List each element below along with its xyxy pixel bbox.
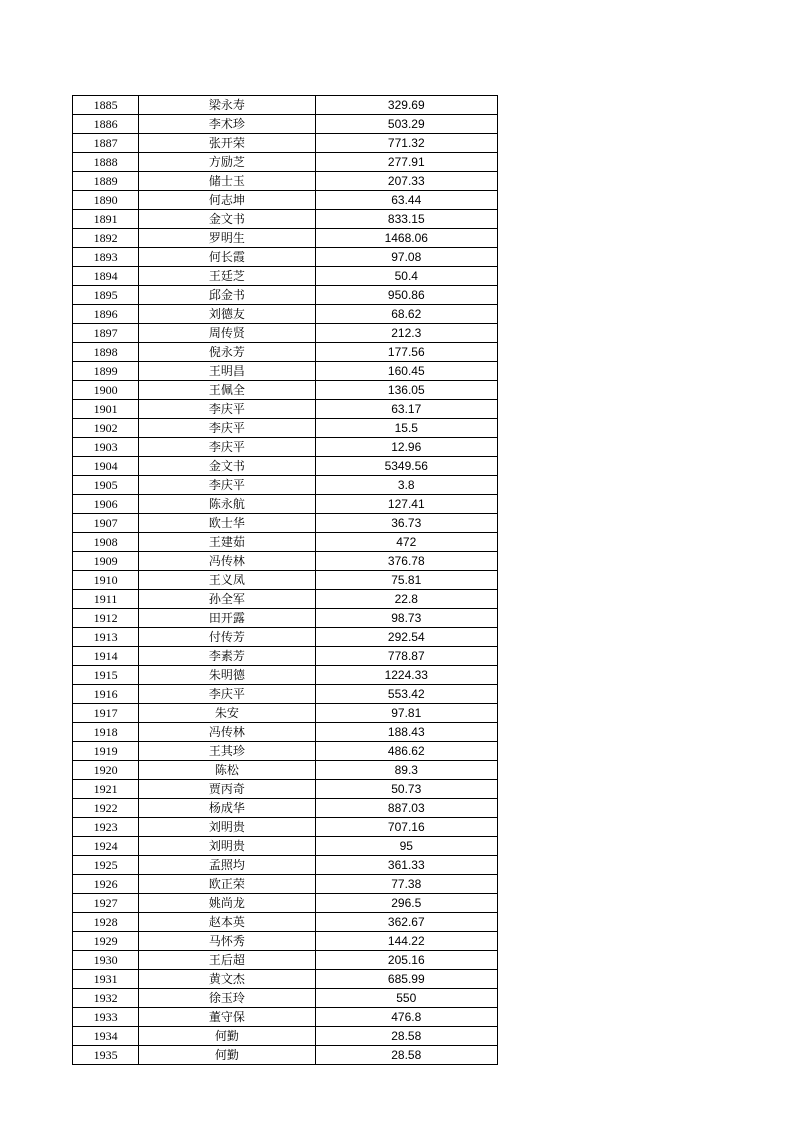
table-row xyxy=(73,837,498,856)
name-cell: 王廷芝 xyxy=(139,267,315,286)
table-row xyxy=(73,229,498,248)
row-number-cell: 1920 xyxy=(73,761,139,780)
table-row xyxy=(73,153,498,172)
row-number-cell: 1903 xyxy=(73,438,139,457)
table-row xyxy=(73,951,498,970)
amount-cell: 160.45 xyxy=(315,362,497,381)
name-cell: 陈永航 xyxy=(139,495,315,514)
name-cell: 杨成华 xyxy=(139,799,315,818)
name-cell: 倪永芳 xyxy=(139,343,315,362)
amount-cell: 476.8 xyxy=(315,1008,497,1027)
table-row xyxy=(73,533,498,552)
name-cell: 刘德友 xyxy=(139,305,315,324)
name-cell: 王佩全 xyxy=(139,381,315,400)
name-cell: 赵本英 xyxy=(139,913,315,932)
name-cell: 储士玉 xyxy=(139,172,315,191)
amount-cell: 95 xyxy=(315,837,497,856)
name-cell: 王建茹 xyxy=(139,533,315,552)
table-row xyxy=(73,647,498,666)
table-row xyxy=(73,248,498,267)
table-row xyxy=(73,115,498,134)
amount-cell: 5349.56 xyxy=(315,457,497,476)
row-number-cell: 1890 xyxy=(73,191,139,210)
row-number-cell: 1893 xyxy=(73,248,139,267)
name-cell: 马怀秀 xyxy=(139,932,315,951)
amount-cell: 292.54 xyxy=(315,628,497,647)
row-number-cell: 1930 xyxy=(73,951,139,970)
name-cell: 李庆平 xyxy=(139,438,315,457)
amount-cell: 15.5 xyxy=(315,419,497,438)
name-cell: 王明昌 xyxy=(139,362,315,381)
row-number-cell: 1921 xyxy=(73,780,139,799)
row-number-cell: 1910 xyxy=(73,571,139,590)
amount-cell: 1468.06 xyxy=(315,229,497,248)
row-number-cell: 1934 xyxy=(73,1027,139,1046)
amount-cell: 97.08 xyxy=(315,248,497,267)
row-number-cell: 1901 xyxy=(73,400,139,419)
row-number-cell: 1898 xyxy=(73,343,139,362)
name-cell: 何勤 xyxy=(139,1027,315,1046)
table-row xyxy=(73,875,498,894)
name-cell: 金文书 xyxy=(139,457,315,476)
name-cell: 欧士华 xyxy=(139,514,315,533)
amount-cell: 98.73 xyxy=(315,609,497,628)
amount-cell: 296.5 xyxy=(315,894,497,913)
row-number-cell: 1899 xyxy=(73,362,139,381)
name-cell: 邱金书 xyxy=(139,286,315,305)
amount-cell: 127.41 xyxy=(315,495,497,514)
row-number-cell: 1904 xyxy=(73,457,139,476)
table-row xyxy=(73,590,498,609)
table-row xyxy=(73,362,498,381)
table-body xyxy=(73,96,498,1065)
amount-cell: 97.81 xyxy=(315,704,497,723)
row-number-cell: 1897 xyxy=(73,324,139,343)
table-row xyxy=(73,286,498,305)
amount-cell: 329.69 xyxy=(315,96,497,115)
name-cell: 董守保 xyxy=(139,1008,315,1027)
amount-cell: 833.15 xyxy=(315,210,497,229)
amount-cell: 28.58 xyxy=(315,1046,497,1065)
table-row xyxy=(73,685,498,704)
amount-cell: 950.86 xyxy=(315,286,497,305)
name-cell: 孙全军 xyxy=(139,590,315,609)
table-row xyxy=(73,1046,498,1065)
amount-cell: 36.73 xyxy=(315,514,497,533)
row-number-cell: 1906 xyxy=(73,495,139,514)
amount-cell: 376.78 xyxy=(315,552,497,571)
amount-cell: 28.58 xyxy=(315,1027,497,1046)
table-row xyxy=(73,96,498,115)
row-number-cell: 1915 xyxy=(73,666,139,685)
row-number-cell: 1896 xyxy=(73,305,139,324)
table-row xyxy=(73,419,498,438)
amount-cell: 553.42 xyxy=(315,685,497,704)
row-number-cell: 1928 xyxy=(73,913,139,932)
amount-cell: 136.05 xyxy=(315,381,497,400)
table-row xyxy=(73,818,498,837)
amount-cell: 177.56 xyxy=(315,343,497,362)
row-number-cell: 1918 xyxy=(73,723,139,742)
table-row xyxy=(73,894,498,913)
row-number-cell: 1924 xyxy=(73,837,139,856)
amount-cell: 503.29 xyxy=(315,115,497,134)
name-cell: 方励芝 xyxy=(139,153,315,172)
table-row xyxy=(73,438,498,457)
name-cell: 王其珍 xyxy=(139,742,315,761)
name-cell: 何长霞 xyxy=(139,248,315,267)
amount-cell: 472 xyxy=(315,533,497,552)
table-row xyxy=(73,381,498,400)
name-cell: 欧正荣 xyxy=(139,875,315,894)
table-row xyxy=(73,609,498,628)
row-number-cell: 1885 xyxy=(73,96,139,115)
amount-cell: 1224.33 xyxy=(315,666,497,685)
amount-cell: 75.81 xyxy=(315,571,497,590)
row-number-cell: 1907 xyxy=(73,514,139,533)
table-row xyxy=(73,457,498,476)
amount-cell: 486.62 xyxy=(315,742,497,761)
table-row xyxy=(73,780,498,799)
row-number-cell: 1935 xyxy=(73,1046,139,1065)
row-number-cell: 1913 xyxy=(73,628,139,647)
table-row xyxy=(73,571,498,590)
amount-cell: 205.16 xyxy=(315,951,497,970)
row-number-cell: 1929 xyxy=(73,932,139,951)
row-number-cell: 1923 xyxy=(73,818,139,837)
row-number-cell: 1908 xyxy=(73,533,139,552)
table-row xyxy=(73,210,498,229)
table-row xyxy=(73,761,498,780)
name-cell: 朱安 xyxy=(139,704,315,723)
name-cell: 金文书 xyxy=(139,210,315,229)
name-cell: 李庆平 xyxy=(139,400,315,419)
row-number-cell: 1888 xyxy=(73,153,139,172)
name-cell: 贾丙奇 xyxy=(139,780,315,799)
amount-cell: 361.33 xyxy=(315,856,497,875)
name-cell: 刘明贵 xyxy=(139,837,315,856)
amount-cell: 50.73 xyxy=(315,780,497,799)
name-cell: 冯传林 xyxy=(139,552,315,571)
row-number-cell: 1905 xyxy=(73,476,139,495)
amount-cell: 50.4 xyxy=(315,267,497,286)
name-cell: 李术珍 xyxy=(139,115,315,134)
table-row xyxy=(73,476,498,495)
row-number-cell: 1931 xyxy=(73,970,139,989)
name-cell: 王后超 xyxy=(139,951,315,970)
name-cell: 黄文杰 xyxy=(139,970,315,989)
table-row xyxy=(73,305,498,324)
name-cell: 何勤 xyxy=(139,1046,315,1065)
name-cell: 陈松 xyxy=(139,761,315,780)
name-cell: 徐玉玲 xyxy=(139,989,315,1008)
amount-cell: 277.91 xyxy=(315,153,497,172)
row-number-cell: 1927 xyxy=(73,894,139,913)
name-cell: 李素芳 xyxy=(139,647,315,666)
table-row xyxy=(73,1027,498,1046)
table-row xyxy=(73,913,498,932)
table-row xyxy=(73,172,498,191)
row-number-cell: 1933 xyxy=(73,1008,139,1027)
table-row xyxy=(73,742,498,761)
table-row xyxy=(73,514,498,533)
table-row xyxy=(73,495,498,514)
name-cell: 孟照均 xyxy=(139,856,315,875)
row-number-cell: 1909 xyxy=(73,552,139,571)
name-cell: 王义凤 xyxy=(139,571,315,590)
amount-cell: 550 xyxy=(315,989,497,1008)
table-row xyxy=(73,400,498,419)
table-row xyxy=(73,134,498,153)
amount-cell: 77.38 xyxy=(315,875,497,894)
row-number-cell: 1887 xyxy=(73,134,139,153)
table-row xyxy=(73,666,498,685)
table-row xyxy=(73,1008,498,1027)
name-cell: 梁永寿 xyxy=(139,96,315,115)
amount-cell: 778.87 xyxy=(315,647,497,666)
row-number-cell: 1911 xyxy=(73,590,139,609)
table-row xyxy=(73,856,498,875)
row-number-cell: 1914 xyxy=(73,647,139,666)
table-row xyxy=(73,628,498,647)
name-cell: 李庆平 xyxy=(139,685,315,704)
row-number-cell: 1894 xyxy=(73,267,139,286)
row-number-cell: 1900 xyxy=(73,381,139,400)
row-number-cell: 1892 xyxy=(73,229,139,248)
table-row xyxy=(73,723,498,742)
amount-cell: 3.8 xyxy=(315,476,497,495)
amount-cell: 89.3 xyxy=(315,761,497,780)
data-table xyxy=(72,95,498,1065)
table-row xyxy=(73,989,498,1008)
row-number-cell: 1922 xyxy=(73,799,139,818)
name-cell: 何志坤 xyxy=(139,191,315,210)
table-row xyxy=(73,552,498,571)
amount-cell: 887.03 xyxy=(315,799,497,818)
table-row xyxy=(73,267,498,286)
name-cell: 付传芳 xyxy=(139,628,315,647)
amount-cell: 207.33 xyxy=(315,172,497,191)
table-row xyxy=(73,799,498,818)
row-number-cell: 1902 xyxy=(73,419,139,438)
amount-cell: 22.8 xyxy=(315,590,497,609)
table-row xyxy=(73,704,498,723)
name-cell: 姚尚龙 xyxy=(139,894,315,913)
row-number-cell: 1926 xyxy=(73,875,139,894)
row-number-cell: 1916 xyxy=(73,685,139,704)
name-cell: 冯传林 xyxy=(139,723,315,742)
row-number-cell: 1895 xyxy=(73,286,139,305)
table-row xyxy=(73,343,498,362)
row-number-cell: 1886 xyxy=(73,115,139,134)
name-cell: 李庆平 xyxy=(139,476,315,495)
amount-cell: 685.99 xyxy=(315,970,497,989)
amount-cell: 707.16 xyxy=(315,818,497,837)
amount-cell: 188.43 xyxy=(315,723,497,742)
table-row xyxy=(73,324,498,343)
amount-cell: 362.67 xyxy=(315,913,497,932)
row-number-cell: 1932 xyxy=(73,989,139,1008)
amount-cell: 63.17 xyxy=(315,400,497,419)
row-number-cell: 1919 xyxy=(73,742,139,761)
name-cell: 周传贤 xyxy=(139,324,315,343)
name-cell: 李庆平 xyxy=(139,419,315,438)
name-cell: 朱明德 xyxy=(139,666,315,685)
row-number-cell: 1925 xyxy=(73,856,139,875)
name-cell: 张开荣 xyxy=(139,134,315,153)
amount-cell: 144.22 xyxy=(315,932,497,951)
amount-cell: 68.62 xyxy=(315,305,497,324)
row-number-cell: 1917 xyxy=(73,704,139,723)
table-row xyxy=(73,932,498,951)
amount-cell: 212.3 xyxy=(315,324,497,343)
amount-cell: 12.96 xyxy=(315,438,497,457)
row-number-cell: 1889 xyxy=(73,172,139,191)
amount-cell: 63.44 xyxy=(315,191,497,210)
name-cell: 刘明贵 xyxy=(139,818,315,837)
name-cell: 田开露 xyxy=(139,609,315,628)
row-number-cell: 1891 xyxy=(73,210,139,229)
table-row xyxy=(73,191,498,210)
table-row xyxy=(73,970,498,989)
amount-cell: 771.32 xyxy=(315,134,497,153)
row-number-cell: 1912 xyxy=(73,609,139,628)
name-cell: 罗明生 xyxy=(139,229,315,248)
